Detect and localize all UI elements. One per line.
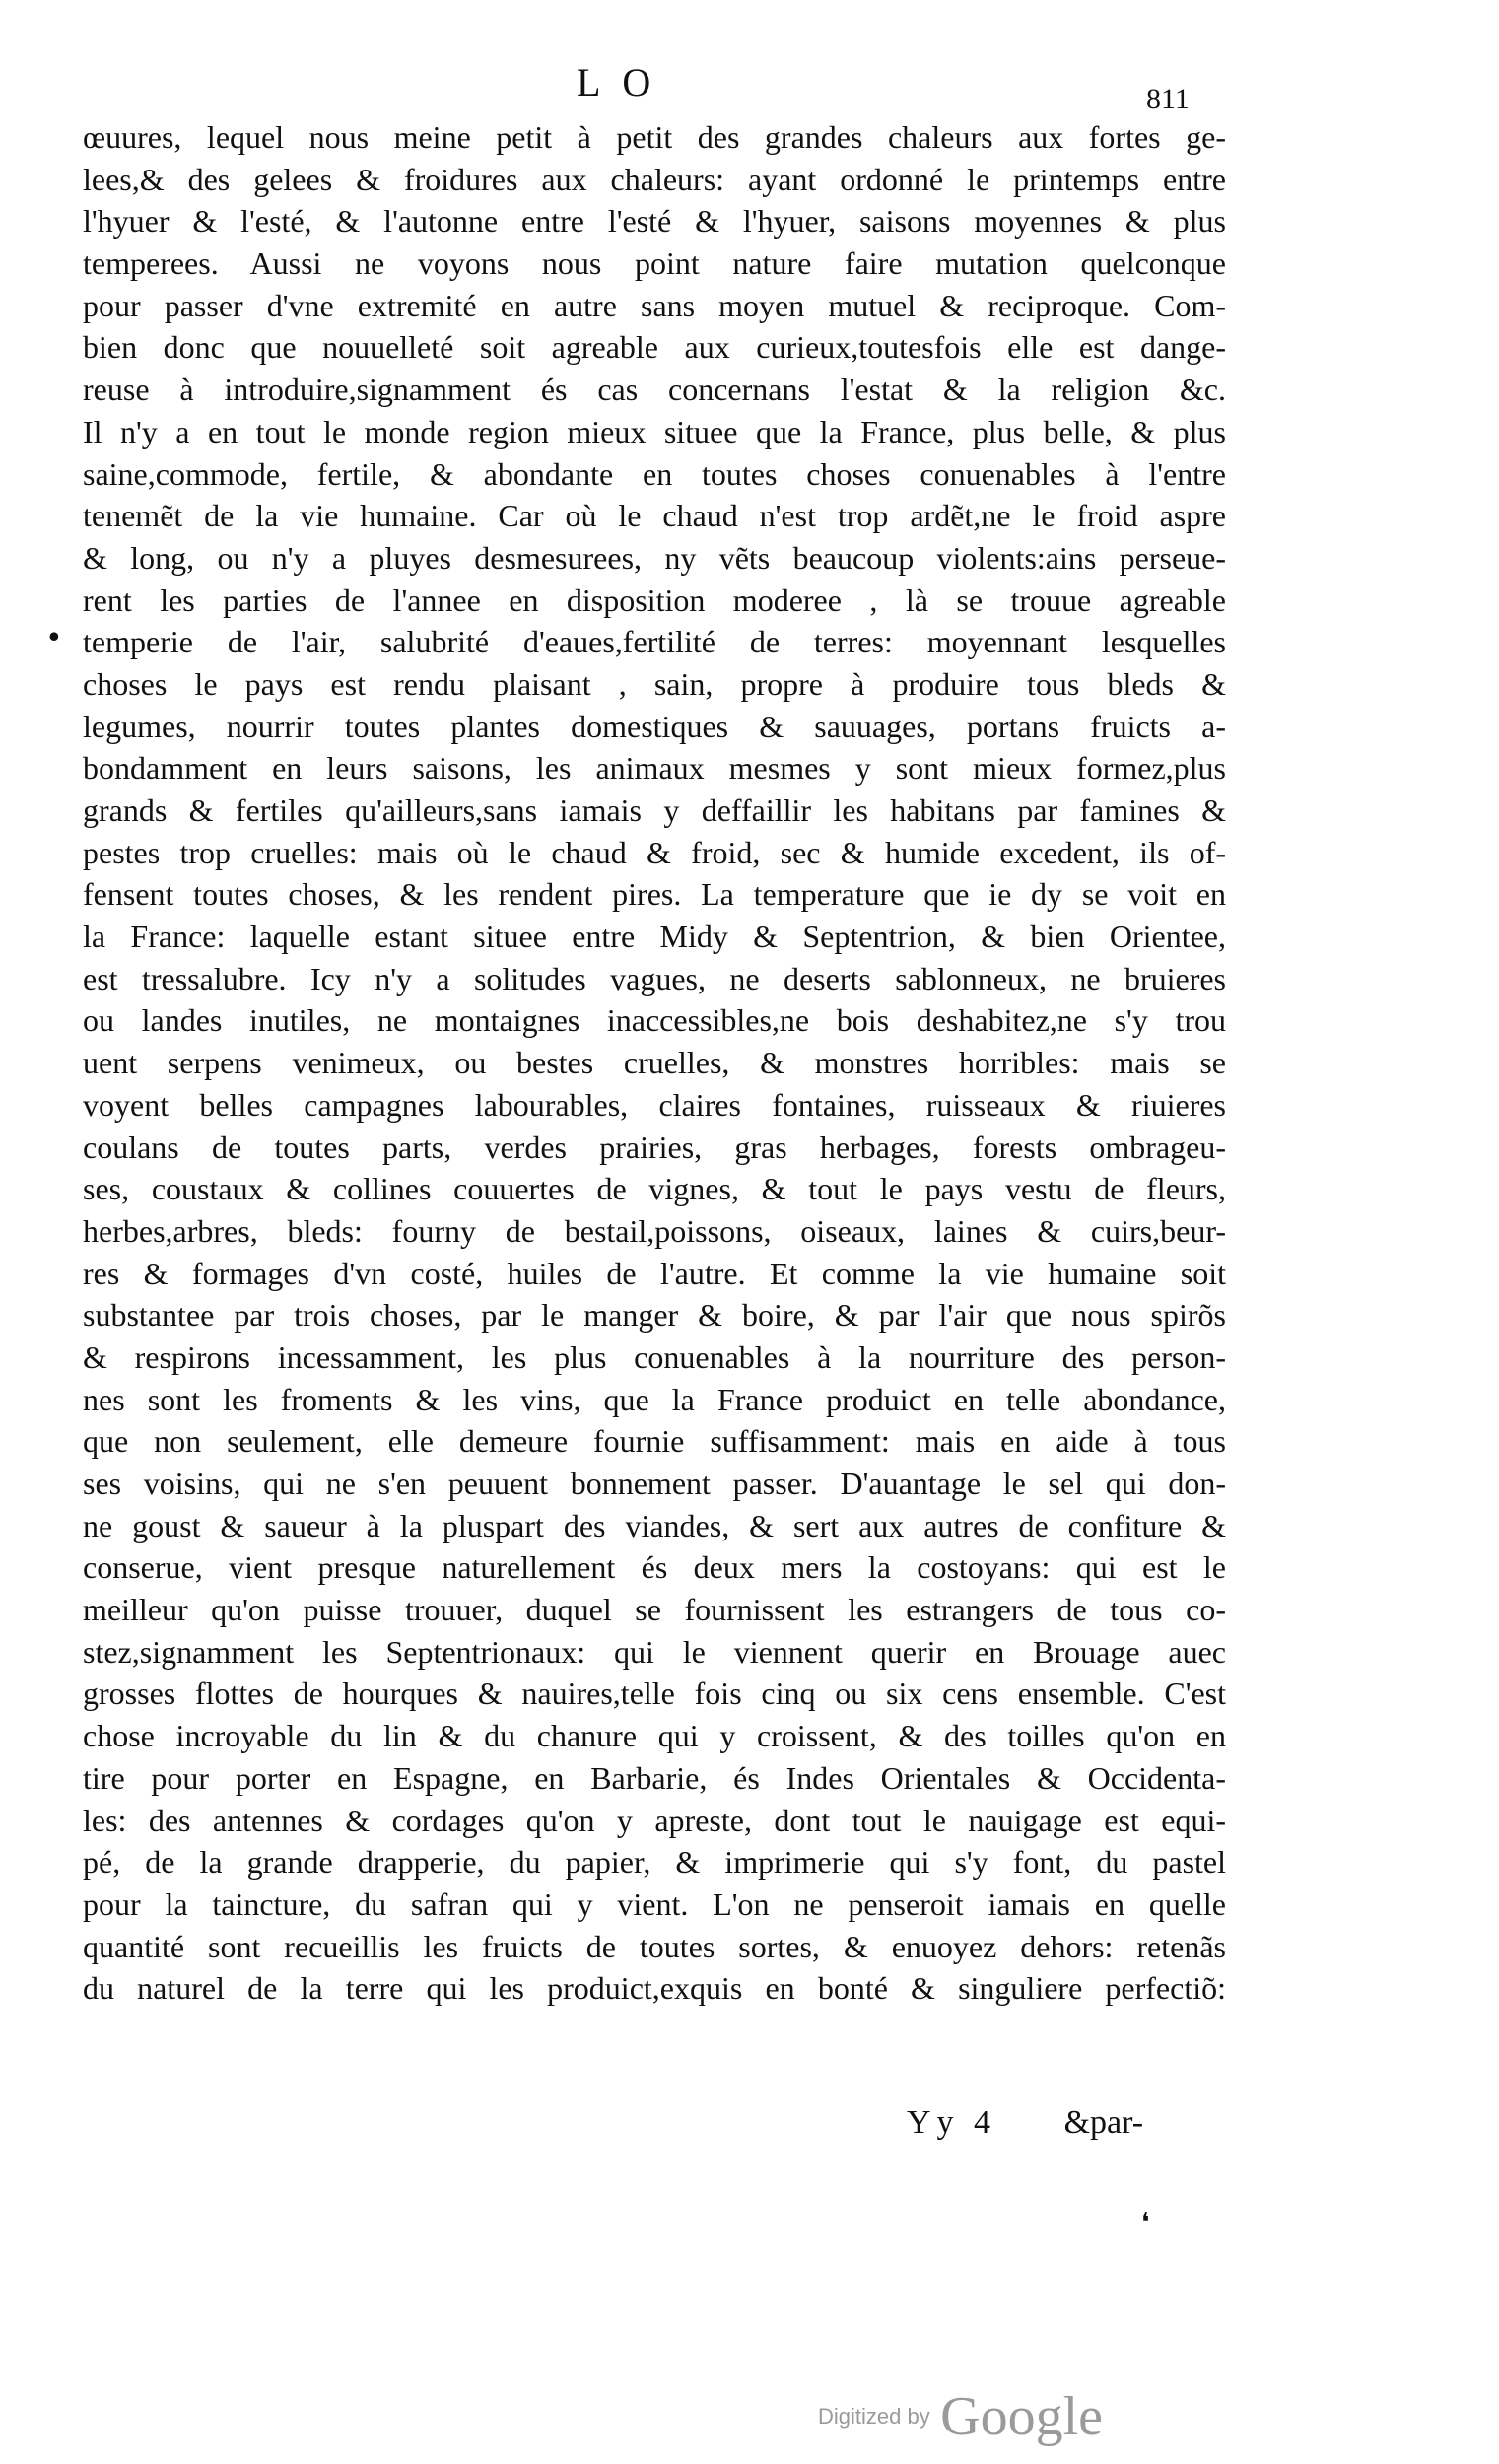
text-line: ses, coustaux & collines couuertes de vignes, & tout le pays vestu de fleurs, bbox=[83, 1171, 1226, 1207]
text-line: substantee par trois choses, par le manger & boire, & par l'air que nous spirõs bbox=[83, 1297, 1226, 1334]
text-line: pestes trop cruelles: mais où le chaud & froid, sec & humide excedent, ils of- bbox=[83, 834, 1226, 870]
text-line: conserue, vient presque naturellement és deux mers la costoyans: qui est le bbox=[83, 1549, 1226, 1586]
text-line: est tressalubre. Icy n'y a solitudes vagues, ne deserts sablonneux, ne bruieres bbox=[83, 960, 1226, 996]
text-line: meilleur qu'on puisse trouuer, duquel se fournissent les estrangers de tous co- bbox=[83, 1592, 1226, 1628]
text-line: que non seulement, elle demeure fournie suffisamment: mais en aide à tous bbox=[83, 1423, 1226, 1460]
body-text bbox=[83, 116, 1226, 2010]
text-line: saine,commode, fertile, & abondante en toutes choses conuenables à l'entre bbox=[83, 455, 1226, 492]
text-line: ses voisins, qui ne s'en peuuent bonnement passer. D'auantage le sel qui don- bbox=[83, 1466, 1226, 1501]
text-line: la France: laquelle estant situee entre Midy & Septentrion, & bien Orientee, bbox=[83, 919, 1226, 955]
text-line: fensent toutes choses, & les rendent pires. La temperature que ie dy se voit en bbox=[83, 876, 1226, 913]
text-line: pour la taincture, du safran qui y vient. L'on ne penseroit iamais en quelle bbox=[83, 1885, 1226, 1922]
text-line: quantité sont recueillis les fruicts de toutes sortes, & enuoyez dehors: retenãs bbox=[83, 1928, 1226, 1964]
stray-mark: ❛ bbox=[1141, 2208, 1150, 2237]
signature-row bbox=[907, 2104, 1143, 2142]
text-line: & respirons incessamment, les plus conuenables à la nourriture des person- bbox=[83, 1338, 1226, 1375]
text-line: nes sont les froments & les vins, que la France produict en telle abondance, bbox=[83, 1381, 1226, 1417]
text-line: stez,signamment les Septentrionaux: qui le viennent querir en Brouage auec bbox=[83, 1633, 1226, 1670]
watermark-brand: Google bbox=[940, 2386, 1104, 2447]
text-line: pé, de la grande drapperie, du papier, & imprimerie qui s'y font, du pastel bbox=[83, 1844, 1226, 1881]
text-line: res & formages d'vn costé, huiles de l'autre. Et comme la vie humaine soit bbox=[83, 1255, 1226, 1291]
text-line: reuse à introduire,signamment és cas concernans l'estat & la religion &c. bbox=[83, 372, 1226, 408]
text-line: choses le pays est rendu plaisant , sain, propre à produire tous bleds & bbox=[83, 665, 1226, 702]
margin-mark: • bbox=[45, 621, 63, 655]
text-line: tenemẽt de la vie humaine. Car où le chaud n'est trop ardẽt,ne le froid aspre bbox=[83, 498, 1226, 534]
text-line: voyent belles campagnes labourables, claires fontaines, ruisseaux & riuieres bbox=[83, 1086, 1226, 1123]
text-line: pour passer d'vne extremité en autre sans moyen mutuel & reciproque. Com- bbox=[83, 287, 1226, 323]
text-line: chose incroyable du lin & du chanure qui y croissent, & des toilles qu'on en bbox=[83, 1718, 1226, 1754]
text-line: les: des antennes & cordages qu'on y apreste, dont tout le nauigage est equi- bbox=[83, 1802, 1226, 1838]
text-line: uent serpens venimeux, ou bestes cruelles, & monstres horribles: mais se bbox=[83, 1045, 1226, 1081]
text-line: l'hyuer & l'esté, & l'autonne entre l'esté & l'hyuer, saisons moyennes & plus bbox=[83, 203, 1226, 240]
text-line: grosses flottes de hourques & nauires,telle fois cinq ou six cens ensemble. C'est bbox=[83, 1676, 1226, 1712]
text-line: lees,& des gelees & froidures aux chaleurs: ayant ordonné le printemps entre bbox=[83, 161, 1226, 197]
text-line: & long, ou n'y a pluyes desmesurees, ny vẽts beaucoup violents:ains perseue- bbox=[83, 539, 1226, 576]
catchword: &par- bbox=[1063, 2104, 1144, 2141]
text-line: œuures, lequel nous meine petit à petit des grandes chaleurs aux fortes ge- bbox=[83, 119, 1226, 155]
running-head: LO bbox=[577, 60, 673, 104]
text-line: herbes,arbres, bleds: fourny de bestail,poissons, oiseaux, laines & cuirs,beur- bbox=[83, 1212, 1226, 1249]
text-line: rent les parties de l'annee en disposition moderee , là se trouue agreable bbox=[83, 582, 1226, 618]
text-line: du naturel de la terre qui les produict,exquis en bonté & singuliere perfectiõ: bbox=[83, 1970, 1226, 2007]
watermark-prefix: Digitized by bbox=[818, 2404, 930, 2429]
text-line: coulans de toutes parts, verdes prairies, gras herbages, forests ombrageu- bbox=[83, 1129, 1226, 1165]
text-line: grands & fertiles qu'ailleurs,sans iamais y deffaillir les habitans par famines & bbox=[83, 792, 1226, 828]
signature-mark: Yy 4 bbox=[907, 2104, 997, 2141]
text-line: tire pour porter en Espagne, en Barbarie, és Indes Orientales & Occidenta- bbox=[83, 1759, 1226, 1796]
text-line: bien donc que nouuelleté soit agreable aux curieux,toutesfois elle est dange- bbox=[83, 329, 1226, 366]
text-line: Il n'y a en tout le monde region mieux situee que la France, plus belle, & plus bbox=[83, 413, 1226, 449]
text-line: temperees. Aussi ne voyons nous point nature faire mutation quelconque bbox=[83, 245, 1226, 282]
text-line: bondamment en leurs saisons, les animaux mesmes y sont mieux formez,plus bbox=[83, 750, 1226, 787]
text-line: temperie de l'air, salubrité d'eaues,fertilité de terres: moyennant lesquelles bbox=[83, 624, 1226, 660]
text-line: legumes, nourrir toutes plantes domestiques & sauuages, portans fruicts a- bbox=[83, 708, 1226, 744]
text-line: ne goust & saueur à la pluspart des viandes, & sert aux autres de confiture & bbox=[83, 1507, 1226, 1543]
text-line: ou landes inutiles, ne montaignes inaccessibles,ne bois deshabitez,ne s'y trou bbox=[83, 1002, 1226, 1039]
digitized-watermark bbox=[818, 2385, 1103, 2448]
page-number: 811 bbox=[1146, 83, 1190, 115]
